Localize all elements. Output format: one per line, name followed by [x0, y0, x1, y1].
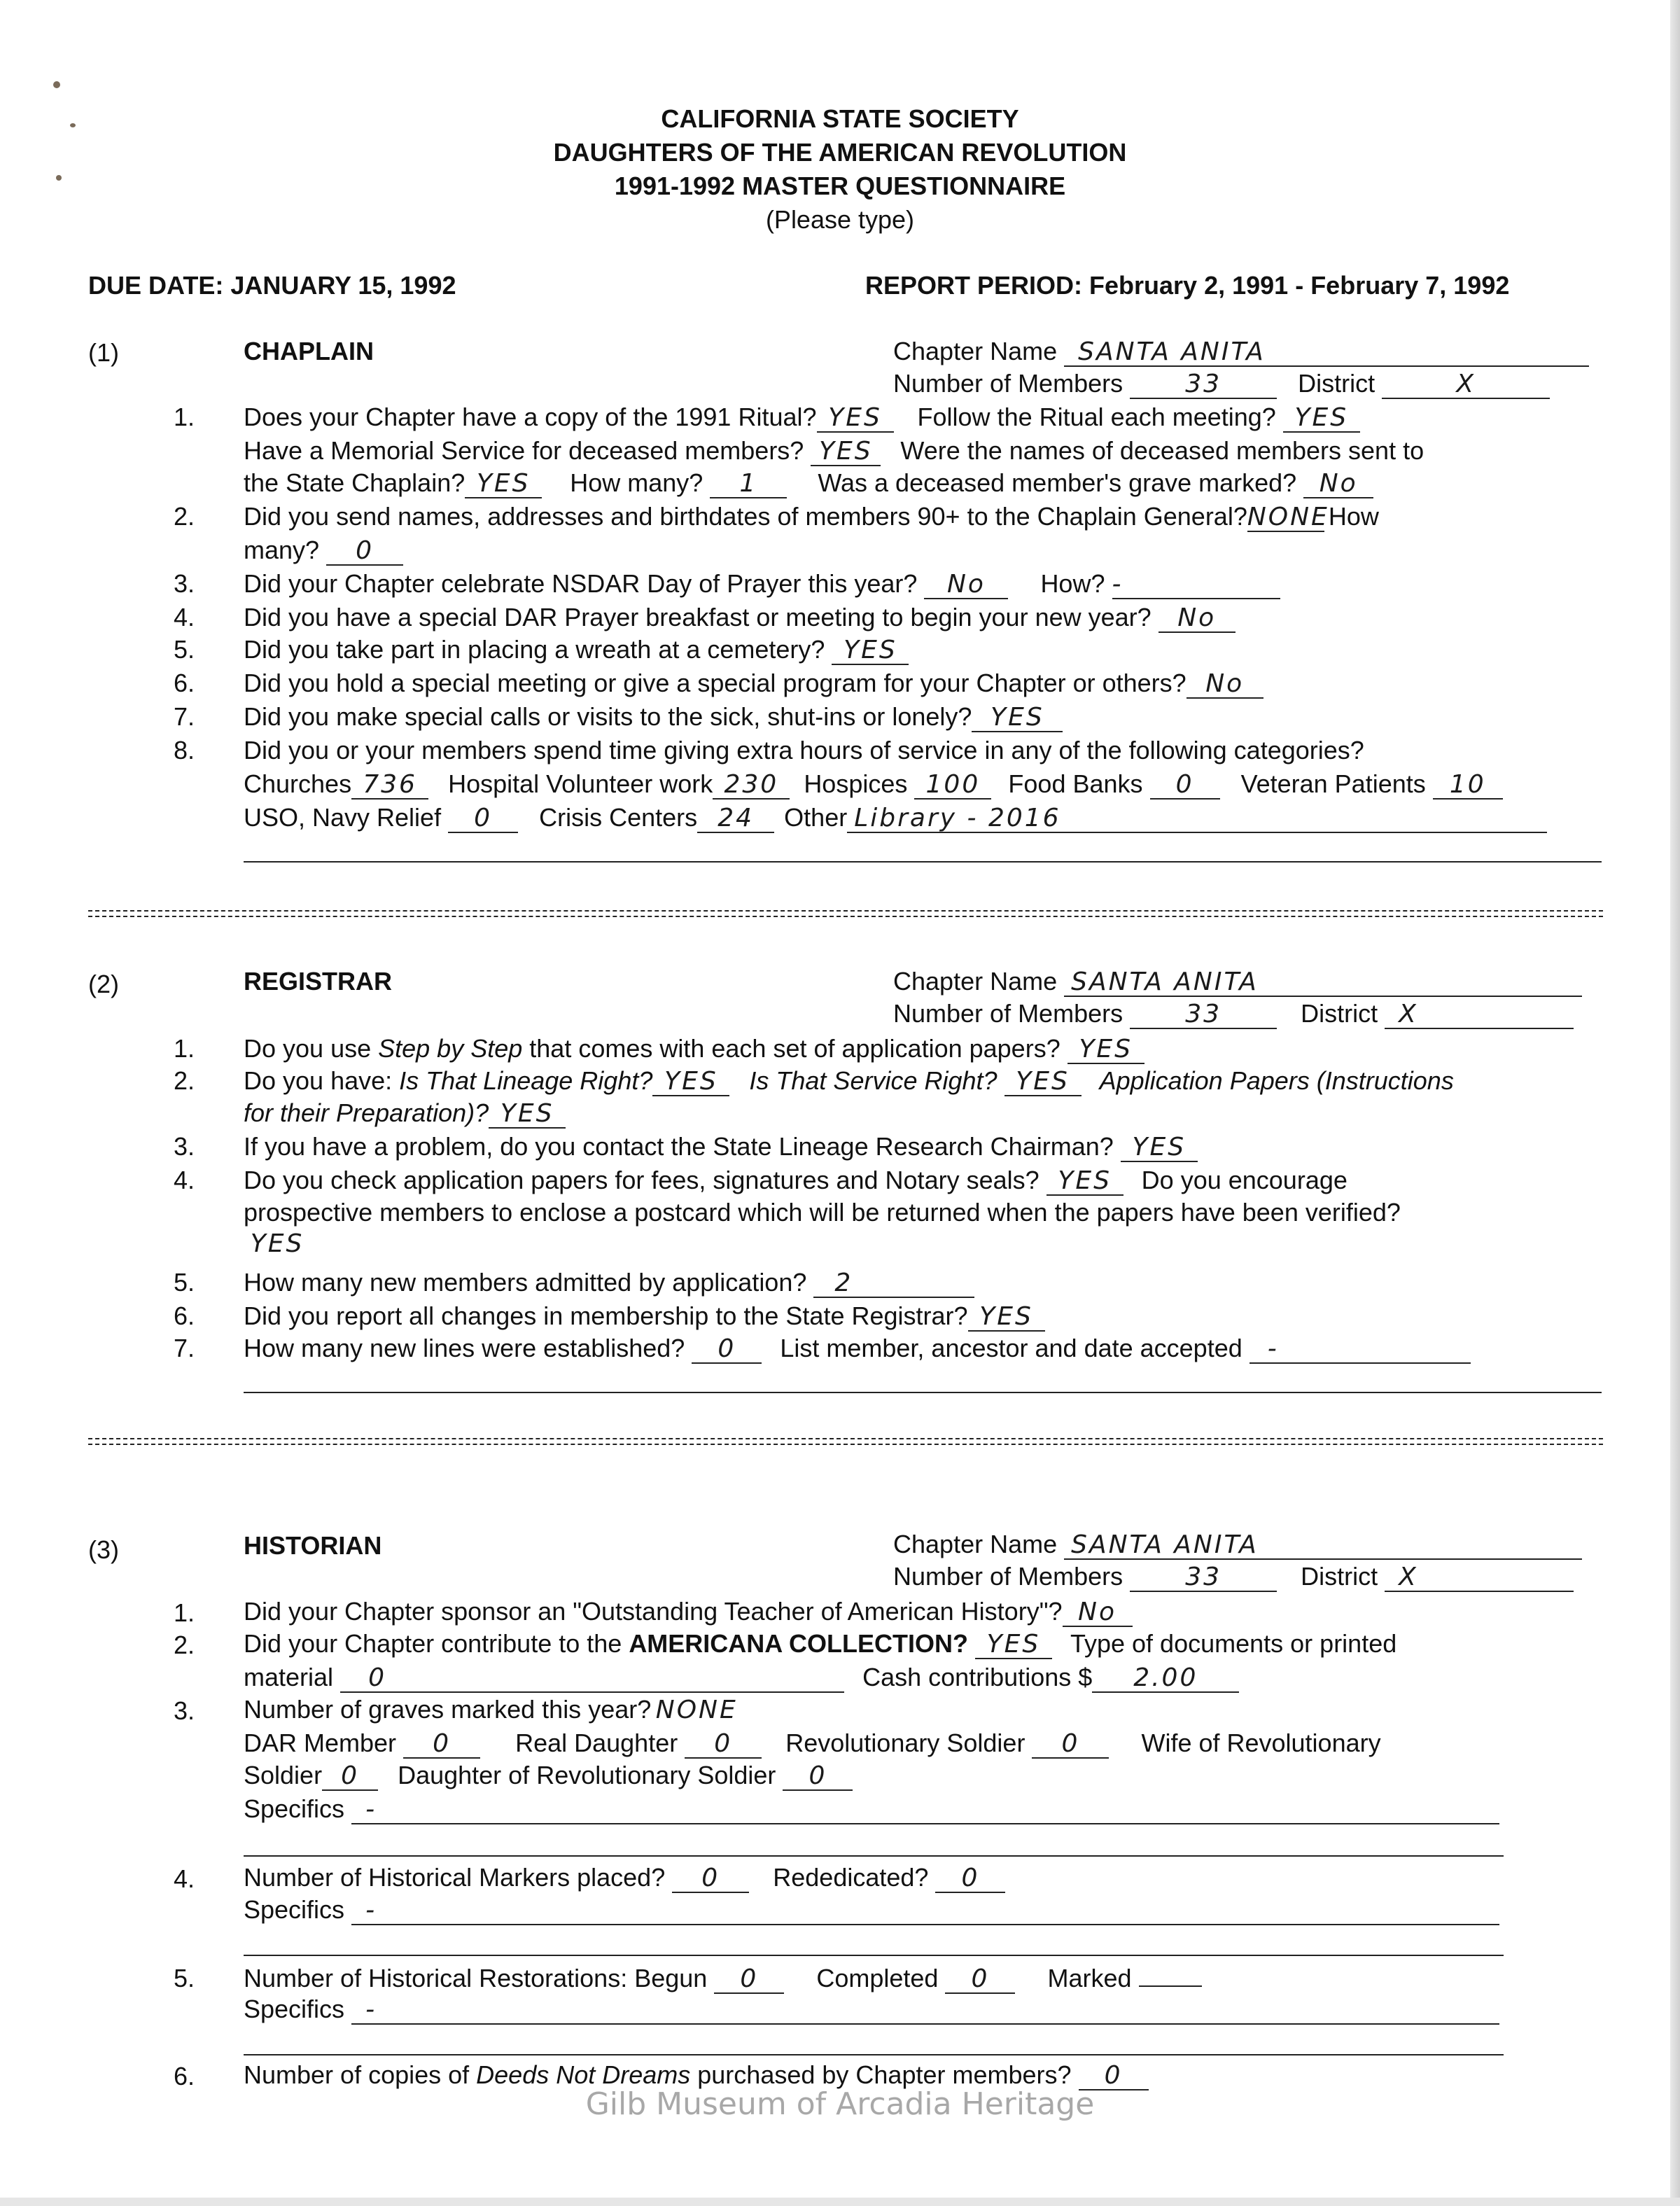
historian-q4-specifics [244, 1894, 1499, 1925]
historian-q2-line1 [244, 1628, 1396, 1659]
category-label: Hospices [804, 769, 908, 798]
question-text: Did your Chapter sponsor an "Outstanding Teacher of American History"? [244, 1597, 1063, 1626]
chaplain-q1-line1 [244, 402, 1360, 433]
category-label: Crisis Centers [539, 803, 698, 832]
answer-field[interactable]: 0 [692, 1336, 762, 1364]
answer-field[interactable]: 0 [685, 1731, 762, 1759]
blank-line [244, 1855, 1504, 1857]
question-text: Did you hold a special meeting or give a special program for your Chapter or others? [244, 669, 1186, 697]
category-label: Veteran Patients [1240, 769, 1426, 798]
answer-field[interactable]: YES [1004, 1068, 1082, 1096]
answer-field[interactable]: No [1303, 470, 1373, 498]
historian-q3-specifics [244, 1794, 1499, 1824]
scan-edge-right [1670, 0, 1680, 2206]
historian-q4 [244, 1862, 1005, 1893]
question-text: List member, ancestor and date accepted [780, 1334, 1242, 1362]
answer-field[interactable]: 230 [713, 772, 790, 800]
question-text-italic: Is That Lineage Right? [399, 1066, 653, 1095]
answer-field[interactable]: 0 [1150, 772, 1220, 800]
header-line-4: (Please type) [765, 205, 915, 234]
question-text-italic: Application Papers (Instructions [1099, 1066, 1454, 1095]
category-label: Wife of Revolutionary [1141, 1729, 1381, 1757]
category-label: Food Banks [1008, 769, 1143, 798]
question-text: material [244, 1663, 334, 1691]
question-number: 7. [173, 702, 195, 731]
historian-q1 [244, 1596, 1133, 1627]
section-title-chaplain: CHAPLAIN [244, 337, 374, 365]
question-number: 4. [173, 603, 195, 631]
question-text: purchased by Chapter members? [690, 2060, 1072, 2089]
answer-field[interactable]: YES [975, 1631, 1052, 1659]
question-number: 1. [173, 1034, 195, 1063]
historian-q2-line2 [244, 1662, 1239, 1693]
category-label: Hospital Volunteer work [448, 769, 713, 798]
answer-field[interactable]: 2.00 [1092, 1665, 1239, 1693]
answer-field[interactable]: 0 [783, 1763, 853, 1791]
question-text-italic: Deeds Not Dreams [476, 2060, 691, 2089]
chapter-name-field[interactable]: SANTA ANITA [1064, 1532, 1582, 1560]
chaplain-q4 [244, 602, 1236, 633]
scan-edge-bottom [0, 2198, 1680, 2206]
specifics-field[interactable]: - [351, 1997, 1499, 2025]
question-text: How many new members admitted by application? [244, 1268, 807, 1297]
question-text: Do you use [244, 1034, 379, 1063]
question-text: Have a Memorial Service for deceased members? [244, 436, 804, 465]
answer-field[interactable]: YES [968, 1304, 1045, 1332]
question-text: many? [244, 536, 320, 564]
chaplain-q1-line3 [244, 468, 1373, 498]
chapter-name-label: Chapter Name [893, 967, 1058, 996]
historian-q3 [244, 1694, 742, 1725]
registrar-q4-line2: prospective members to enclose a postcard which will be returned when the papers have been verified? [244, 1198, 1401, 1227]
category-label: Daughter of Revolutionary Soldier [398, 1761, 776, 1789]
due-date: DUE DATE: JANUARY 15, 1992 [88, 271, 456, 300]
question-text: Did you have a special DAR Prayer breakfast or meeting to begin your new year? [244, 603, 1152, 631]
question-text: How many? [570, 468, 704, 497]
chapter-name-row [893, 1529, 1582, 1560]
question-text: Follow the Ritual each meeting? [917, 403, 1276, 431]
question-text: How [1328, 502, 1379, 531]
answer-field[interactable]: 24 [697, 805, 774, 833]
report-period: REPORT PERIOD: February 2, 1991 - February 7, 1992 [865, 271, 1510, 300]
marked-field[interactable] [1139, 1962, 1202, 1987]
answer-field[interactable]: 2 [813, 1270, 974, 1298]
answer-field[interactable]: YES [817, 405, 894, 433]
question-text: Number of copies of [244, 2060, 477, 2089]
question-text: Marked [1047, 1964, 1132, 1992]
registrar-q2-line1 [244, 1066, 1454, 1096]
question-text: Was a deceased member's grave marked? [818, 468, 1297, 497]
blank-line [244, 1955, 1504, 1956]
header-line-1: CALIFORNIA STATE SOCIETY [661, 104, 1019, 133]
district-label: District [1301, 999, 1378, 1028]
question-text-italic: for their Preparation)? [244, 1098, 489, 1127]
question-number: 7. [173, 1334, 195, 1362]
answer-field[interactable]: YES [1283, 405, 1360, 433]
answer-field[interactable]: NONE [1247, 503, 1329, 531]
registrar-q5 [244, 1267, 974, 1298]
district-label: District [1301, 1562, 1378, 1591]
question-number: 2. [173, 1066, 195, 1095]
answer-field[interactable]: 1 [710, 470, 787, 498]
answer-field[interactable]: 0 [1079, 2062, 1149, 2090]
section-title-historian: HISTORIAN [244, 1531, 382, 1560]
district-label: District [1298, 369, 1376, 398]
chaplain-q2-line1 [244, 501, 1379, 532]
question-number: 5. [173, 1964, 195, 1992]
question-text: Did your Chapter celebrate NSDAR Day of Prayer this year? [244, 569, 918, 598]
question-text: Number of Historical Restorations: Begun [244, 1964, 708, 1992]
question-text: Type of documents or printed [1070, 1629, 1397, 1658]
section-number: (1) [88, 338, 119, 367]
question-text: Did your Chapter contribute to the [244, 1629, 629, 1658]
district-field[interactable]: X [1382, 371, 1550, 399]
district-field[interactable]: X [1385, 1564, 1574, 1592]
section-divider [88, 910, 1603, 917]
answer-field[interactable]: 0 [935, 1865, 1005, 1893]
answer-field[interactable]: 0 [448, 805, 518, 833]
historian-q5-specifics [244, 1994, 1499, 2025]
question-number: 1. [173, 403, 195, 431]
question-text: Does your Chapter have a copy of the 1991 Ritual? [244, 403, 817, 431]
question-number: 6. [173, 1301, 195, 1330]
question-text: Do you have: [244, 1066, 400, 1095]
members-label: Number of Members [893, 369, 1124, 398]
chaplain-q2-line2 [244, 535, 403, 566]
header-line-3: 1991-1992 MASTER QUESTIONNAIRE [614, 172, 1066, 200]
question-number: 1. [173, 1598, 195, 1627]
answer-field[interactable]: 0 [340, 1665, 844, 1693]
specifics-field[interactable]: - [351, 1897, 1499, 1925]
question-number: 3. [173, 569, 195, 598]
question-text: Were the names of deceased members sent to [900, 436, 1424, 465]
question-text-italic: Step by Step [378, 1034, 523, 1063]
answer-field[interactable]: 0 [403, 1731, 480, 1759]
answer-field[interactable]: 10 [1433, 772, 1503, 800]
question-number: 3. [173, 1696, 195, 1725]
form-header [0, 102, 1680, 237]
members-row [893, 368, 1550, 399]
question-text: If you have a problem, do you contact the State Lineage Research Chairman? [244, 1132, 1114, 1161]
members-label: Number of Members [893, 999, 1124, 1028]
category-label: USO, Navy Relief [244, 803, 442, 832]
blank-line [244, 2054, 1504, 2055]
members-label: Number of Members [893, 1562, 1124, 1591]
category-label: DAR Member [244, 1729, 397, 1757]
question-text: Rededicated? [773, 1863, 929, 1892]
historian-q3-graves-1 [244, 1728, 1381, 1759]
members-field[interactable]: 33 [1130, 1564, 1277, 1592]
question-text: How? [1040, 569, 1105, 598]
answer-field[interactable]: YES [465, 470, 542, 498]
question-number: 5. [173, 1268, 195, 1297]
chapter-name-row [893, 336, 1589, 367]
specifics-field[interactable]: - [351, 1796, 1499, 1824]
chapter-name-field[interactable]: SANTA ANITA [1064, 969, 1582, 997]
header-line-2: DAUGHTERS OF THE AMERICAN REVOLUTION [553, 138, 1127, 167]
museum-watermark: Gilb Museum of Arcadia Heritage [585, 2086, 1095, 2122]
members-field[interactable]: 33 [1130, 371, 1277, 399]
members-field[interactable]: 33 [1130, 1001, 1277, 1029]
answer-field[interactable]: - [1112, 571, 1280, 599]
specifics-label: Specifics [244, 1895, 345, 1924]
chapter-name-label: Chapter Name [893, 1530, 1058, 1558]
registrar-q4-line3 [244, 1228, 311, 1259]
chapter-name-label: Chapter Name [893, 337, 1058, 365]
members-row [893, 998, 1574, 1029]
category-label: Soldier [244, 1761, 323, 1789]
category-label: Churches [244, 769, 352, 798]
question-text: Did you send names, addresses and birthdates of members 90+ to the Chaplain General? [244, 502, 1247, 531]
answer-field[interactable]: No [1186, 671, 1264, 699]
chaplain-q8-categories-2 [244, 802, 1547, 833]
blank-line [244, 1392, 1602, 1393]
question-text: Did you take part in placing a wreath at a cemetery? [244, 635, 825, 664]
category-label: Other [784, 803, 848, 832]
category-label: Real Daughter [515, 1729, 678, 1757]
historian-q3-graves-2 [244, 1760, 853, 1791]
question-number: 8. [173, 736, 195, 765]
question-text: Cash contributions $ [862, 1663, 1093, 1691]
answer-field[interactable]: YES [489, 1101, 566, 1129]
answer-field[interactable]: 0 [945, 1966, 1015, 1994]
section-number: (3) [88, 1535, 119, 1564]
registrar-q7 [244, 1333, 1471, 1364]
chaplain-q3 [244, 568, 1280, 599]
category-label: Revolutionary Soldier [785, 1729, 1026, 1757]
answer-field[interactable]: YES [811, 438, 881, 466]
chapter-name-field[interactable]: SANTA ANITA [1064, 339, 1589, 367]
question-text-bold: AMERICANA COLLECTION? [629, 1629, 968, 1658]
answer-field[interactable]: YES [1046, 1168, 1124, 1196]
question-text: that comes with each set of application papers? [522, 1034, 1060, 1063]
members-row [893, 1561, 1574, 1592]
question-number: 2. [173, 1631, 195, 1659]
answer-field[interactable]: No [1158, 605, 1236, 633]
answer-field[interactable]: YES [972, 704, 1063, 732]
registrar-q6 [244, 1301, 1045, 1332]
answer-field[interactable]: - [1250, 1336, 1471, 1364]
specifics-label: Specifics [244, 1995, 345, 2023]
answer-field[interactable]: YES [1068, 1036, 1144, 1064]
question-number: 6. [173, 2062, 195, 2090]
answer-field[interactable]: YES [652, 1068, 729, 1096]
question-text-italic: Is That Service Right? [749, 1066, 997, 1095]
answer-field[interactable]: 0 [322, 1763, 378, 1791]
question-text: Do you check application papers for fees, signatures and Notary seals? [244, 1166, 1040, 1194]
registrar-q2-line2 [244, 1098, 566, 1129]
question-number: 5. [173, 635, 195, 664]
question-text: Did you report all changes in membership to the State Registrar? [244, 1301, 968, 1330]
chaplain-q7 [244, 701, 1063, 732]
question-text: the State Chaplain? [244, 468, 465, 497]
answer-field[interactable]: 736 [351, 772, 428, 800]
chapter-name-row [893, 966, 1582, 997]
section-title-registrar: REGISTRAR [244, 967, 393, 996]
question-text: Did you make special calls or visits to the sick, shut-ins or lonely? [244, 702, 972, 731]
registrar-q4-line1 [244, 1165, 1348, 1196]
answer-field[interactable]: No [1063, 1599, 1133, 1627]
question-text: Number of Historical Markers placed? [244, 1863, 666, 1892]
section-number: (2) [88, 970, 119, 998]
historian-q5 [244, 1962, 1202, 1994]
answer-field[interactable]: NONE [655, 1696, 738, 1724]
question-number: 3. [173, 1132, 195, 1161]
question-number: 4. [173, 1864, 195, 1893]
answer-field[interactable]: 0 [326, 538, 403, 566]
question-text: How many new lines were established? [244, 1334, 685, 1362]
district-field[interactable]: X [1385, 1001, 1574, 1029]
answer-field[interactable]: 0 [714, 1966, 784, 1994]
question-number: 6. [173, 669, 195, 697]
answer-field[interactable]: YES [250, 1229, 304, 1258]
section-divider [88, 1438, 1603, 1445]
question-text: Completed [816, 1964, 939, 1992]
chaplain-q8-categories-1 [244, 769, 1503, 800]
chaplain-q1-line2 [244, 435, 1424, 466]
answer-field[interactable]: Library - 2016 [847, 805, 1547, 833]
answer-field[interactable]: YES [1121, 1134, 1198, 1162]
question-number: 2. [173, 502, 195, 531]
answer-field[interactable]: No [924, 571, 1008, 599]
answer-field[interactable]: 100 [914, 772, 991, 800]
question-text: Do you encourage [1141, 1166, 1348, 1194]
question-number: 4. [173, 1166, 195, 1194]
registrar-q1 [244, 1033, 1144, 1064]
specifics-label: Specifics [244, 1794, 345, 1823]
question-text: Number of graves marked this year? [244, 1695, 652, 1724]
scan-speck [53, 81, 60, 88]
blank-line [244, 861, 1602, 863]
answer-field[interactable]: 0 [672, 1865, 749, 1893]
registrar-q3 [244, 1131, 1198, 1162]
answer-field[interactable]: YES [832, 637, 909, 665]
chaplain-q6 [244, 668, 1264, 699]
answer-field[interactable]: 0 [1032, 1731, 1109, 1759]
chaplain-q5 [244, 634, 909, 665]
chaplain-q8: Did you or your members spend time giving extra hours of service in any of the following categories? [244, 736, 1364, 765]
